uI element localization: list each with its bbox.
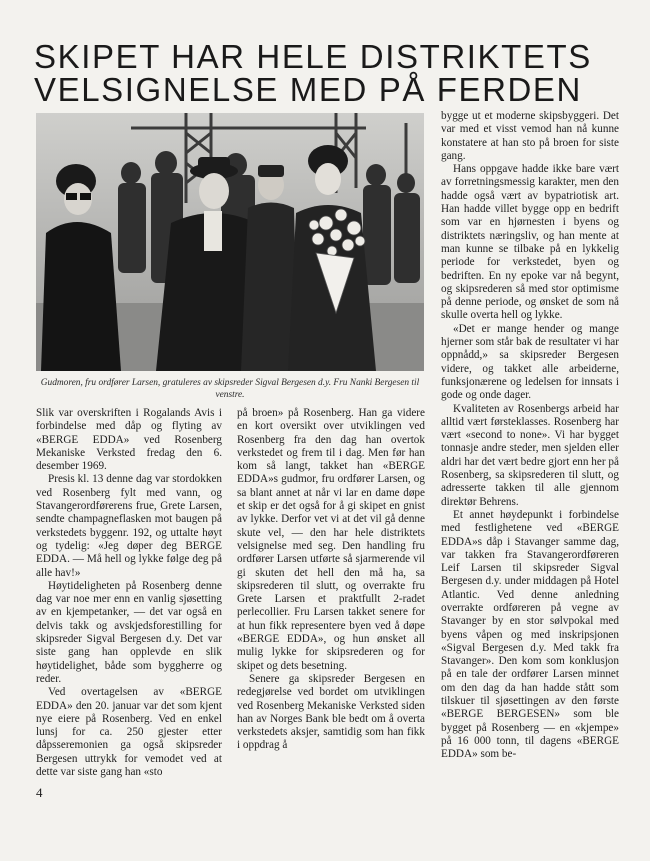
- headline-line-1: SKIPET HAR HELE DISTRIKTETS: [34, 38, 592, 75]
- paragraph: Kvaliteten av Rosenbergs arbeid har alltid vært førsteklasses. Rosenberg har vært «second to none». Vi har bygget tonnasje andre steder, men sjelden eller aldri har det vært bedre gjort enn her på Rosenberg, sa skipsrederen til slutt, og adresserte takken til alle gjennom direktør Behrens.: [441, 402, 619, 508]
- photo-caption: Gudmoren, fru ordfører Larsen, gratuleres av skipsreder Sigval Bergesen d.y. Fru Nanki Bergesen til venstre.: [40, 378, 420, 400]
- paragraph: Slik var overskriften i Rogalands Avis i forbindelse med dåp og flyting av «BERGE EDDA» ved Rosenberg Mekaniske Verksted fredag den 6. desember 1969.: [36, 407, 222, 473]
- photo-illustration: [36, 113, 424, 371]
- headline-line-2: VELSIGNELSE MED PÅ FERDEN: [34, 71, 582, 108]
- paragraph: Senere ga skipsreder Bergesen en redegjørelse ved bordet om utviklingen ved Rosenberg Mekaniske Verksted siden han av Norges Bank ble bedt om å overta verkstedets aksjer, samtidig som han fikk i oppdrag å: [237, 672, 425, 752]
- paragraph: bygge ut et moderne skipsbyggeri. Det var med et visst vemod han nå kunne konstatere at han sto på broen for siste gang.: [441, 110, 619, 162]
- headline: [34, 40, 630, 106]
- page-number: 4: [36, 785, 43, 800]
- paragraph: Et annet høydepunkt i forbindelse med festlighetene ved «BERGE EDDA»s dåp i Stavanger samme dag, var takken fra Stavangerordføreren Leif Larsen til skipsreder Sigval Bergesen d.y. under middagen på Hotel Atlantic. Ved denne anledning overrakte ordføreren på vegne av Stavanger by en stor sølvpokal med byens våpen og med inskripsjonen «Sigval Bergesen d.y. Med takk fra Stavanger». Den kom som konklusjon på en tale der ordfører Larsen minnet om den dag da han hadde stått som tilskuer til sjøsettingen av den første «BERGE BERGESEN» som ble bygget på Rosenberg — en «kjempe» på 16 000 tonn, til dagens «BERGE EDDA» som be-: [441, 508, 619, 761]
- paragraph: «Det er mange hender og mange hjerner som står bak de resultater vi har oppnådd,» sa skipsreder Bergesen videre, og takket alle arbeiderne, funksjonærene og ledelsen for innsats i gode og onde dager.: [441, 322, 619, 402]
- paragraph: på broen» på Rosenberg. Han ga videre en kort oversikt over utviklingen ved Rosenberg fra den dag han overtok verkstedet og frem til i dag. Men før han kom så langt, takket han «BERGE EDDA»s gudmor, fru ordfører Larsen, og sa blant annet at når vi lar en dame døpe et skip er det også for å gi skipet en gnist av lykke. Derfor vet vi at det vil gå denne skute vel, — den har hele distriktets velsignelse med seg. Den handling fru ordfører Larsen utførte så sjarmerende vil gi skuten det hell den må ha, sa skipsrederen til slutt, og overrakte fru Grete Larsen et praktfullt 2-radet perlecollier. Fru Larsen takket senere for at hun fikk representere byen ved å døpe «BERGE EDDA», og hun ønsket all mulig lykke for skipsrederen og for skipet og dets besetning.: [237, 407, 425, 672]
- paragraph: Ved overtagelsen av «BERGE EDDA» den 20. januar var det som kjent nye eiere på Rosenberg. Ved en enkel lunsj for ca. 250 gjester etter dåpsseremonien ga også skipsreder Bergesen uttrykk for vemodet ved at dette var siste gang han «sto: [36, 686, 222, 779]
- paragraph: Hans oppgave hadde ikke bare vært av forretningsmessig karakter, men den hadde også vært av bypatriotisk art. Han hadde villet bygge opp en bedrift som var en hjørnesten i byens og distriktets næringsliv, og han mente at man kunne se tilbake på en lykkelig periode for verkstedet, byen og bedriften. En ny epoke var nå begynt, og skipsrederen så med stor optimisme på denne periode, og ønsket de som nå skulle overta hell og lykke.: [441, 163, 619, 322]
- article-column-3: [441, 110, 619, 762]
- paragraph: Presis kl. 13 denne dag var stordokken ved Rosenberg fylt med vann, og Stavangerordførerens frue, Grete Larsen, sendte champagneflasken mot baugen på verkstedets byggenr. 192, og uttalte høyt og tydelig: «Jeg døper deg BERGE EDDA. — Må hell og lykke følge deg på alle hav!»: [36, 473, 222, 579]
- article-column-2: [237, 407, 425, 753]
- paragraph: Høytideligheten på Rosenberg denne dag var noe mer enn en vanlig sjøsetting av en kjempetanker, — det var også en delvis takk og avskjedsforestilling for skipsreder Sigval Bergesen d.y. Det var siste gang han opplevde en slik høytidelighet, både som byggherre og reder.: [36, 579, 222, 685]
- article-column-1: [36, 407, 222, 779]
- ceremony-photo: [36, 113, 424, 371]
